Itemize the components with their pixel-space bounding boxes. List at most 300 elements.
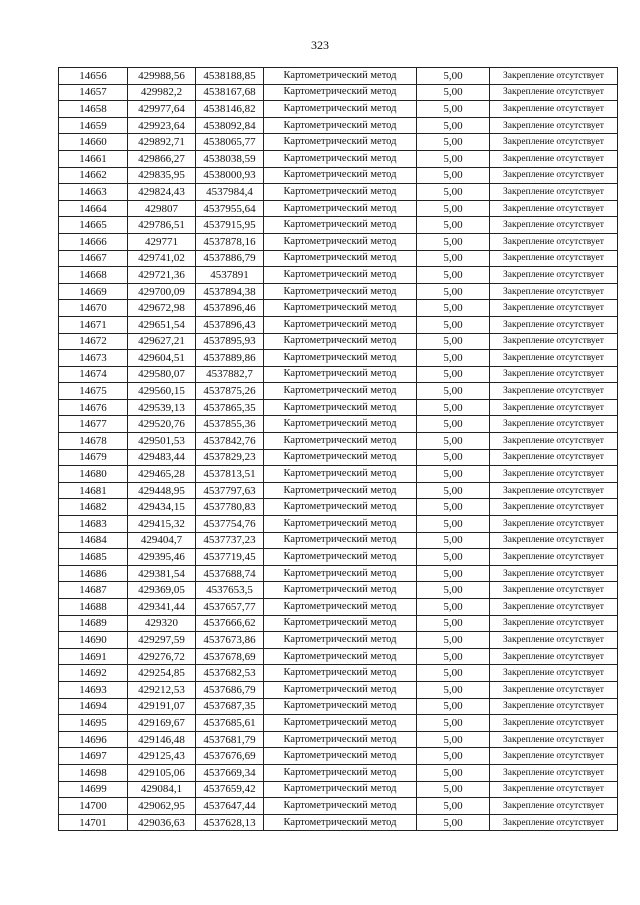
table-row bbox=[59, 665, 618, 682]
y-coordinate-cell: 4537878,16 bbox=[196, 233, 264, 250]
fixing-description-cell: Закрепление отсутствует bbox=[490, 781, 618, 798]
table-row bbox=[59, 449, 618, 466]
table-row bbox=[59, 167, 618, 184]
accuracy-cell: 5,00 bbox=[417, 449, 490, 466]
table-row bbox=[59, 217, 618, 234]
method-cell: Картометрический метод bbox=[264, 814, 417, 831]
point-number-cell: 14661 bbox=[59, 150, 128, 167]
fixing-description-cell: Закрепление отсутствует bbox=[490, 101, 618, 118]
point-number-cell: 14675 bbox=[59, 383, 128, 400]
accuracy-cell: 5,00 bbox=[417, 549, 490, 566]
point-number-cell: 14660 bbox=[59, 134, 128, 151]
method-cell: Картометрический метод bbox=[264, 482, 417, 499]
y-coordinate-cell: 4537678,69 bbox=[196, 648, 264, 665]
y-coordinate-cell: 4538000,93 bbox=[196, 167, 264, 184]
point-number-cell: 14665 bbox=[59, 217, 128, 234]
x-coordinate-cell: 429700,09 bbox=[128, 283, 196, 300]
method-cell: Картометрический метод bbox=[264, 200, 417, 217]
method-cell: Картометрический метод bbox=[264, 267, 417, 284]
accuracy-cell: 5,00 bbox=[417, 615, 490, 632]
point-number-cell: 14656 bbox=[59, 68, 128, 85]
fixing-description-cell: Закрепление отсутствует bbox=[490, 150, 618, 167]
method-cell: Картометрический метод bbox=[264, 167, 417, 184]
accuracy-cell: 5,00 bbox=[417, 300, 490, 317]
fixing-description-cell: Закрепление отсутствует bbox=[490, 681, 618, 698]
method-cell: Картометрический метод bbox=[264, 150, 417, 167]
fixing-description-cell: Закрепление отсутствует bbox=[490, 200, 618, 217]
fixing-description-cell: Закрепление отсутствует bbox=[490, 748, 618, 765]
point-number-cell: 14669 bbox=[59, 283, 128, 300]
page-number: 323 bbox=[311, 38, 329, 52]
y-coordinate-cell: 4537915,95 bbox=[196, 217, 264, 234]
accuracy-cell: 5,00 bbox=[417, 748, 490, 765]
x-coordinate-cell: 429786,51 bbox=[128, 217, 196, 234]
table-row bbox=[59, 250, 618, 267]
y-coordinate-cell: 4537865,35 bbox=[196, 399, 264, 416]
x-coordinate-cell: 429404,7 bbox=[128, 532, 196, 549]
y-coordinate-cell: 4537813,51 bbox=[196, 466, 264, 483]
point-number-cell: 14689 bbox=[59, 615, 128, 632]
y-coordinate-cell: 4537719,45 bbox=[196, 549, 264, 566]
method-cell: Картометрический метод bbox=[264, 499, 417, 516]
fixing-description-cell: Закрепление отсутствует bbox=[490, 383, 618, 400]
x-coordinate-cell: 429560,15 bbox=[128, 383, 196, 400]
point-number-cell: 14688 bbox=[59, 599, 128, 616]
y-coordinate-cell: 4537669,34 bbox=[196, 764, 264, 781]
y-coordinate-cell: 4537780,83 bbox=[196, 499, 264, 516]
x-coordinate-cell: 429169,67 bbox=[128, 715, 196, 732]
accuracy-cell: 5,00 bbox=[417, 466, 490, 483]
method-cell: Картометрический метод bbox=[264, 715, 417, 732]
table-row bbox=[59, 84, 618, 101]
table-row bbox=[59, 383, 618, 400]
x-coordinate-cell: 429892,71 bbox=[128, 134, 196, 151]
y-coordinate-cell: 4538038,59 bbox=[196, 150, 264, 167]
accuracy-cell: 5,00 bbox=[417, 267, 490, 284]
accuracy-cell: 5,00 bbox=[417, 167, 490, 184]
accuracy-cell: 5,00 bbox=[417, 482, 490, 499]
method-cell: Картометрический метод bbox=[264, 648, 417, 665]
point-number-cell: 14691 bbox=[59, 648, 128, 665]
table-row bbox=[59, 267, 618, 284]
y-coordinate-cell: 4538188,85 bbox=[196, 68, 264, 85]
table-row bbox=[59, 748, 618, 765]
method-cell: Картометрический метод bbox=[264, 681, 417, 698]
table-row bbox=[59, 549, 618, 566]
accuracy-cell: 5,00 bbox=[417, 150, 490, 167]
y-coordinate-cell: 4537896,46 bbox=[196, 300, 264, 317]
accuracy-cell: 5,00 bbox=[417, 383, 490, 400]
point-number-cell: 14683 bbox=[59, 516, 128, 533]
coordinates-table bbox=[58, 67, 618, 831]
x-coordinate-cell: 429539,13 bbox=[128, 399, 196, 416]
x-coordinate-cell: 429483,44 bbox=[128, 449, 196, 466]
y-coordinate-cell: 4537653,5 bbox=[196, 582, 264, 599]
fixing-description-cell: Закрепление отсутствует bbox=[490, 184, 618, 201]
table-row bbox=[59, 482, 618, 499]
x-coordinate-cell: 429923,64 bbox=[128, 117, 196, 134]
x-coordinate-cell: 429297,59 bbox=[128, 632, 196, 649]
accuracy-cell: 5,00 bbox=[417, 681, 490, 698]
table-row bbox=[59, 681, 618, 698]
point-number-cell: 14658 bbox=[59, 101, 128, 118]
accuracy-cell: 5,00 bbox=[417, 433, 490, 450]
y-coordinate-cell: 4537673,86 bbox=[196, 632, 264, 649]
table-row bbox=[59, 565, 618, 582]
y-coordinate-cell: 4537754,76 bbox=[196, 516, 264, 533]
x-coordinate-cell: 429146,48 bbox=[128, 731, 196, 748]
table-body bbox=[59, 68, 618, 831]
x-coordinate-cell: 429988,56 bbox=[128, 68, 196, 85]
table-row bbox=[59, 333, 618, 350]
x-coordinate-cell: 429807 bbox=[128, 200, 196, 217]
fixing-description-cell: Закрепление отсутствует bbox=[490, 648, 618, 665]
x-coordinate-cell: 429824,43 bbox=[128, 184, 196, 201]
x-coordinate-cell: 429465,28 bbox=[128, 466, 196, 483]
table-row bbox=[59, 532, 618, 549]
table-row bbox=[59, 300, 618, 317]
x-coordinate-cell: 429415,32 bbox=[128, 516, 196, 533]
x-coordinate-cell: 429771 bbox=[128, 233, 196, 250]
method-cell: Картометрический метод bbox=[264, 184, 417, 201]
fixing-description-cell: Закрепление отсутствует bbox=[490, 316, 618, 333]
accuracy-cell: 5,00 bbox=[417, 316, 490, 333]
table-row bbox=[59, 731, 618, 748]
x-coordinate-cell: 429651,54 bbox=[128, 316, 196, 333]
method-cell: Картометрический метод bbox=[264, 101, 417, 118]
point-number-cell: 14666 bbox=[59, 233, 128, 250]
point-number-cell: 14667 bbox=[59, 250, 128, 267]
accuracy-cell: 5,00 bbox=[417, 84, 490, 101]
x-coordinate-cell: 429520,76 bbox=[128, 416, 196, 433]
fixing-description-cell: Закрепление отсутствует bbox=[490, 366, 618, 383]
accuracy-cell: 5,00 bbox=[417, 798, 490, 815]
y-coordinate-cell: 4538092,84 bbox=[196, 117, 264, 134]
accuracy-cell: 5,00 bbox=[417, 698, 490, 715]
x-coordinate-cell: 429672,98 bbox=[128, 300, 196, 317]
method-cell: Картометрический метод bbox=[264, 316, 417, 333]
method-cell: Картометрический метод bbox=[264, 698, 417, 715]
method-cell: Картометрический метод bbox=[264, 615, 417, 632]
y-coordinate-cell: 4538065,77 bbox=[196, 134, 264, 151]
x-coordinate-cell: 429580,07 bbox=[128, 366, 196, 383]
method-cell: Картометрический метод bbox=[264, 350, 417, 367]
method-cell: Картометрический метод bbox=[264, 366, 417, 383]
accuracy-cell: 5,00 bbox=[417, 250, 490, 267]
fixing-description-cell: Закрепление отсутствует bbox=[490, 764, 618, 781]
y-coordinate-cell: 4537896,43 bbox=[196, 316, 264, 333]
table-row bbox=[59, 350, 618, 367]
point-number-cell: 14671 bbox=[59, 316, 128, 333]
y-coordinate-cell: 4537875,26 bbox=[196, 383, 264, 400]
table-row bbox=[59, 516, 618, 533]
point-number-cell: 14680 bbox=[59, 466, 128, 483]
fixing-description-cell: Закрепление отсутствует bbox=[490, 167, 618, 184]
y-coordinate-cell: 4537842,76 bbox=[196, 433, 264, 450]
y-coordinate-cell: 4537737,23 bbox=[196, 532, 264, 549]
point-number-cell: 14694 bbox=[59, 698, 128, 715]
accuracy-cell: 5,00 bbox=[417, 217, 490, 234]
point-number-cell: 14699 bbox=[59, 781, 128, 798]
y-coordinate-cell: 4537682,53 bbox=[196, 665, 264, 682]
accuracy-cell: 5,00 bbox=[417, 516, 490, 533]
fixing-description-cell: Закрепление отсутствует bbox=[490, 217, 618, 234]
table-row bbox=[59, 715, 618, 732]
table-row bbox=[59, 117, 618, 134]
point-number-cell: 14670 bbox=[59, 300, 128, 317]
method-cell: Картометрический метод bbox=[264, 582, 417, 599]
x-coordinate-cell: 429341,44 bbox=[128, 599, 196, 616]
table-row bbox=[59, 416, 618, 433]
y-coordinate-cell: 4538167,68 bbox=[196, 84, 264, 101]
x-coordinate-cell: 429741,02 bbox=[128, 250, 196, 267]
point-number-cell: 14668 bbox=[59, 267, 128, 284]
point-number-cell: 14672 bbox=[59, 333, 128, 350]
method-cell: Картометрический метод bbox=[264, 516, 417, 533]
accuracy-cell: 5,00 bbox=[417, 101, 490, 118]
method-cell: Картометрический метод bbox=[264, 433, 417, 450]
point-number-cell: 14692 bbox=[59, 665, 128, 682]
table-row bbox=[59, 150, 618, 167]
method-cell: Картометрический метод bbox=[264, 399, 417, 416]
table-row bbox=[59, 466, 618, 483]
method-cell: Картометрический метод bbox=[264, 117, 417, 134]
point-number-cell: 14693 bbox=[59, 681, 128, 698]
point-number-cell: 14674 bbox=[59, 366, 128, 383]
y-coordinate-cell: 4537628,13 bbox=[196, 814, 264, 831]
point-number-cell: 14676 bbox=[59, 399, 128, 416]
fixing-description-cell: Закрепление отсутствует bbox=[490, 532, 618, 549]
accuracy-cell: 5,00 bbox=[417, 200, 490, 217]
table-row bbox=[59, 283, 618, 300]
method-cell: Картометрический метод bbox=[264, 416, 417, 433]
y-coordinate-cell: 4537688,74 bbox=[196, 565, 264, 582]
point-number-cell: 14698 bbox=[59, 764, 128, 781]
y-coordinate-cell: 4538146,82 bbox=[196, 101, 264, 118]
fixing-description-cell: Закрепление отсутствует bbox=[490, 698, 618, 715]
point-number-cell: 14657 bbox=[59, 84, 128, 101]
table-row bbox=[59, 798, 618, 815]
point-number-cell: 14679 bbox=[59, 449, 128, 466]
method-cell: Картометрический метод bbox=[264, 68, 417, 85]
fixing-description-cell: Закрепление отсутствует bbox=[490, 665, 618, 682]
point-number-cell: 14696 bbox=[59, 731, 128, 748]
x-coordinate-cell: 429369,05 bbox=[128, 582, 196, 599]
x-coordinate-cell: 429276,72 bbox=[128, 648, 196, 665]
method-cell: Картометрический метод bbox=[264, 84, 417, 101]
y-coordinate-cell: 4537676,69 bbox=[196, 748, 264, 765]
y-coordinate-cell: 4537681,79 bbox=[196, 731, 264, 748]
fixing-description-cell: Закрепление отсутствует bbox=[490, 615, 618, 632]
fixing-description-cell: Закрепление отсутствует bbox=[490, 549, 618, 566]
point-number-cell: 14678 bbox=[59, 433, 128, 450]
method-cell: Картометрический метод bbox=[264, 764, 417, 781]
fixing-description-cell: Закрепление отсутствует bbox=[490, 117, 618, 134]
y-coordinate-cell: 4537666,62 bbox=[196, 615, 264, 632]
method-cell: Картометрический метод bbox=[264, 300, 417, 317]
x-coordinate-cell: 429604,51 bbox=[128, 350, 196, 367]
method-cell: Картометрический метод bbox=[264, 632, 417, 649]
method-cell: Картометрический метод bbox=[264, 283, 417, 300]
x-coordinate-cell: 429395,46 bbox=[128, 549, 196, 566]
method-cell: Картометрический метод bbox=[264, 781, 417, 798]
accuracy-cell: 5,00 bbox=[417, 283, 490, 300]
method-cell: Картометрический метод bbox=[264, 134, 417, 151]
point-number-cell: 14697 bbox=[59, 748, 128, 765]
y-coordinate-cell: 4537829,23 bbox=[196, 449, 264, 466]
fixing-description-cell: Закрепление отсутствует bbox=[490, 68, 618, 85]
table-row bbox=[59, 366, 618, 383]
accuracy-cell: 5,00 bbox=[417, 764, 490, 781]
y-coordinate-cell: 4537895,93 bbox=[196, 333, 264, 350]
method-cell: Картометрический метод bbox=[264, 333, 417, 350]
point-number-cell: 14687 bbox=[59, 582, 128, 599]
method-cell: Картометрический метод bbox=[264, 549, 417, 566]
table-row bbox=[59, 233, 618, 250]
fixing-description-cell: Закрепление отсутствует bbox=[490, 731, 618, 748]
point-number-cell: 14677 bbox=[59, 416, 128, 433]
fixing-description-cell: Закрепление отсутствует bbox=[490, 233, 618, 250]
accuracy-cell: 5,00 bbox=[417, 184, 490, 201]
x-coordinate-cell: 429320 bbox=[128, 615, 196, 632]
fixing-description-cell: Закрепление отсутствует bbox=[490, 814, 618, 831]
y-coordinate-cell: 4537657,77 bbox=[196, 599, 264, 616]
table-row bbox=[59, 200, 618, 217]
fixing-description-cell: Закрепление отсутствует bbox=[490, 134, 618, 151]
accuracy-cell: 5,00 bbox=[417, 532, 490, 549]
y-coordinate-cell: 4537882,7 bbox=[196, 366, 264, 383]
table-row bbox=[59, 599, 618, 616]
x-coordinate-cell: 429381,54 bbox=[128, 565, 196, 582]
point-number-cell: 14690 bbox=[59, 632, 128, 649]
table-row bbox=[59, 499, 618, 516]
y-coordinate-cell: 4537855,36 bbox=[196, 416, 264, 433]
accuracy-cell: 5,00 bbox=[417, 814, 490, 831]
point-number-cell: 14684 bbox=[59, 532, 128, 549]
fixing-description-cell: Закрепление отсутствует bbox=[490, 482, 618, 499]
table-row bbox=[59, 648, 618, 665]
y-coordinate-cell: 4537955,64 bbox=[196, 200, 264, 217]
method-cell: Картометрический метод bbox=[264, 798, 417, 815]
x-coordinate-cell: 429084,1 bbox=[128, 781, 196, 798]
y-coordinate-cell: 4537889,86 bbox=[196, 350, 264, 367]
accuracy-cell: 5,00 bbox=[417, 68, 490, 85]
fixing-description-cell: Закрепление отсутствует bbox=[490, 300, 618, 317]
table-row bbox=[59, 698, 618, 715]
x-coordinate-cell: 429125,43 bbox=[128, 748, 196, 765]
method-cell: Картометрический метод bbox=[264, 233, 417, 250]
fixing-description-cell: Закрепление отсутствует bbox=[490, 715, 618, 732]
method-cell: Картометрический метод bbox=[264, 250, 417, 267]
x-coordinate-cell: 429835,95 bbox=[128, 167, 196, 184]
accuracy-cell: 5,00 bbox=[417, 333, 490, 350]
fixing-description-cell: Закрепление отсутствует bbox=[490, 582, 618, 599]
table-row bbox=[59, 184, 618, 201]
fixing-description-cell: Закрепление отсутствует bbox=[490, 283, 618, 300]
x-coordinate-cell: 429501,53 bbox=[128, 433, 196, 450]
accuracy-cell: 5,00 bbox=[417, 665, 490, 682]
fixing-description-cell: Закрепление отсутствует bbox=[490, 565, 618, 582]
table-row bbox=[59, 764, 618, 781]
point-number-cell: 14682 bbox=[59, 499, 128, 516]
point-number-cell: 14664 bbox=[59, 200, 128, 217]
method-cell: Картометрический метод bbox=[264, 383, 417, 400]
fixing-description-cell: Закрепление отсутствует bbox=[490, 250, 618, 267]
fixing-description-cell: Закрепление отсутствует bbox=[490, 399, 618, 416]
accuracy-cell: 5,00 bbox=[417, 233, 490, 250]
method-cell: Картометрический метод bbox=[264, 748, 417, 765]
fixing-description-cell: Закрепление отсутствует bbox=[490, 449, 618, 466]
y-coordinate-cell: 4537797,63 bbox=[196, 482, 264, 499]
y-coordinate-cell: 4537984,4 bbox=[196, 184, 264, 201]
accuracy-cell: 5,00 bbox=[417, 117, 490, 134]
table-row bbox=[59, 101, 618, 118]
method-cell: Картометрический метод bbox=[264, 731, 417, 748]
point-number-cell: 14673 bbox=[59, 350, 128, 367]
point-number-cell: 14700 bbox=[59, 798, 128, 815]
x-coordinate-cell: 429977,64 bbox=[128, 101, 196, 118]
accuracy-cell: 5,00 bbox=[417, 565, 490, 582]
fixing-description-cell: Закрепление отсутствует bbox=[490, 84, 618, 101]
point-number-cell: 14685 bbox=[59, 549, 128, 566]
fixing-description-cell: Закрепление отсутствует bbox=[490, 433, 618, 450]
y-coordinate-cell: 4537686,79 bbox=[196, 681, 264, 698]
accuracy-cell: 5,00 bbox=[417, 499, 490, 516]
method-cell: Картометрический метод bbox=[264, 532, 417, 549]
table-row bbox=[59, 615, 618, 632]
x-coordinate-cell: 429212,53 bbox=[128, 681, 196, 698]
accuracy-cell: 5,00 bbox=[417, 632, 490, 649]
x-coordinate-cell: 429105,06 bbox=[128, 764, 196, 781]
y-coordinate-cell: 4537685,61 bbox=[196, 715, 264, 732]
table-row bbox=[59, 399, 618, 416]
x-coordinate-cell: 429627,21 bbox=[128, 333, 196, 350]
x-coordinate-cell: 429866,27 bbox=[128, 150, 196, 167]
accuracy-cell: 5,00 bbox=[417, 399, 490, 416]
x-coordinate-cell: 429721,36 bbox=[128, 267, 196, 284]
accuracy-cell: 5,00 bbox=[417, 731, 490, 748]
method-cell: Картометрический метод bbox=[264, 466, 417, 483]
accuracy-cell: 5,00 bbox=[417, 781, 490, 798]
accuracy-cell: 5,00 bbox=[417, 416, 490, 433]
x-coordinate-cell: 429062,95 bbox=[128, 798, 196, 815]
table-row bbox=[59, 68, 618, 85]
point-number-cell: 14695 bbox=[59, 715, 128, 732]
table-row bbox=[59, 134, 618, 151]
method-cell: Картометрический метод bbox=[264, 217, 417, 234]
table-row bbox=[59, 814, 618, 831]
y-coordinate-cell: 4537687,35 bbox=[196, 698, 264, 715]
accuracy-cell: 5,00 bbox=[417, 582, 490, 599]
point-number-cell: 14686 bbox=[59, 565, 128, 582]
x-coordinate-cell: 429036,63 bbox=[128, 814, 196, 831]
table-row bbox=[59, 582, 618, 599]
accuracy-cell: 5,00 bbox=[417, 715, 490, 732]
point-number-cell: 14701 bbox=[59, 814, 128, 831]
fixing-description-cell: Закрепление отсутствует bbox=[490, 516, 618, 533]
x-coordinate-cell: 429448,95 bbox=[128, 482, 196, 499]
point-number-cell: 14681 bbox=[59, 482, 128, 499]
y-coordinate-cell: 4537647,44 bbox=[196, 798, 264, 815]
fixing-description-cell: Закрепление отсутствует bbox=[490, 798, 618, 815]
method-cell: Картометрический метод bbox=[264, 449, 417, 466]
accuracy-cell: 5,00 bbox=[417, 134, 490, 151]
fixing-description-cell: Закрепление отсутствует bbox=[490, 599, 618, 616]
y-coordinate-cell: 4537659,42 bbox=[196, 781, 264, 798]
table-row bbox=[59, 433, 618, 450]
table-row bbox=[59, 632, 618, 649]
accuracy-cell: 5,00 bbox=[417, 366, 490, 383]
